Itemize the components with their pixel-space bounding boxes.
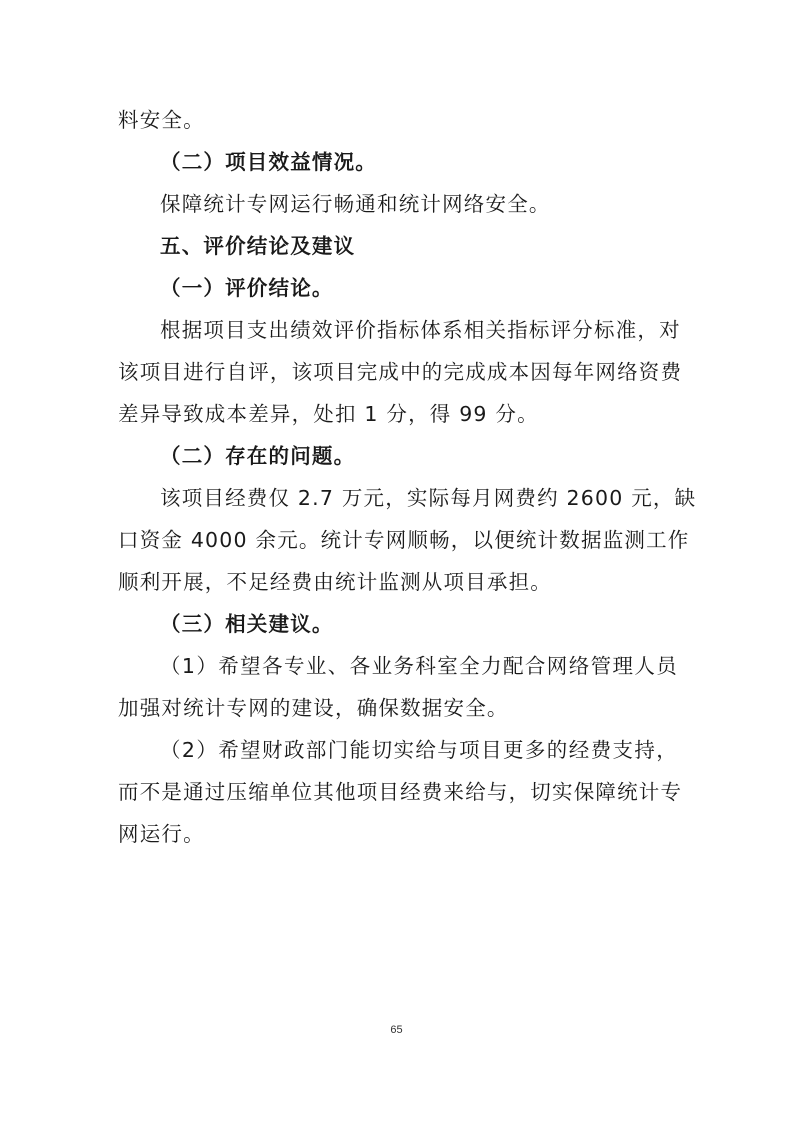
paragraph-suggestion-2-line-1: （2）希望财政部门能切实给与项目更多的经费支持， bbox=[160, 738, 678, 762]
paragraph-benefits-line: 保障统计专网运行畅通和统计网络安全。 bbox=[160, 192, 551, 216]
heading-section-five: 五、评价结论及建议 bbox=[160, 234, 356, 258]
paragraph-conclusion-line-3: 差异导致成本差异，处扣 1 分，得 99 分。 bbox=[118, 402, 539, 426]
heading-project-benefits: （二）项目效益情况。 bbox=[160, 150, 377, 174]
paragraph-problems-line-1: 该项目经费仅 2.7 万元，实际每月网费约 2600 元，缺 bbox=[160, 486, 697, 510]
paragraph-suggestion-2-line-2: 而不是通过压缩单位其他项目经费来给与，切实保障统计专 bbox=[118, 780, 683, 804]
paragraph-continuation-line: 料安全。 bbox=[118, 108, 205, 132]
paragraph-problems-line-2: 口资金 4000 余元。统计专网顺畅，以便统计数据监测工作 bbox=[118, 528, 690, 552]
paragraph-suggestion-1-line-1: （1）希望各专业、各业务科室全力配合网络管理人员 bbox=[160, 654, 678, 678]
page-number: 65 bbox=[390, 1024, 403, 1036]
paragraph-suggestion-1-line-2: 加强对统计专网的建设，确保数据安全。 bbox=[118, 696, 509, 720]
heading-related-suggestions: （三）相关建议。 bbox=[160, 612, 334, 636]
heading-evaluation-conclusion: （一）评价结论。 bbox=[160, 276, 334, 300]
paragraph-problems-line-3: 顺利开展，不足经费由统计监测从项目承担。 bbox=[118, 570, 552, 594]
paragraph-suggestion-2-line-3: 网运行。 bbox=[118, 822, 205, 846]
paragraph-conclusion-line-1: 根据项目支出绩效评价指标体系相关指标评分标准，对 bbox=[160, 318, 681, 342]
heading-existing-problems: （二）存在的问题。 bbox=[160, 444, 356, 468]
paragraph-conclusion-line-2: 该项目进行自评，该项目完成中的完成成本因每年网络资费 bbox=[118, 360, 683, 384]
